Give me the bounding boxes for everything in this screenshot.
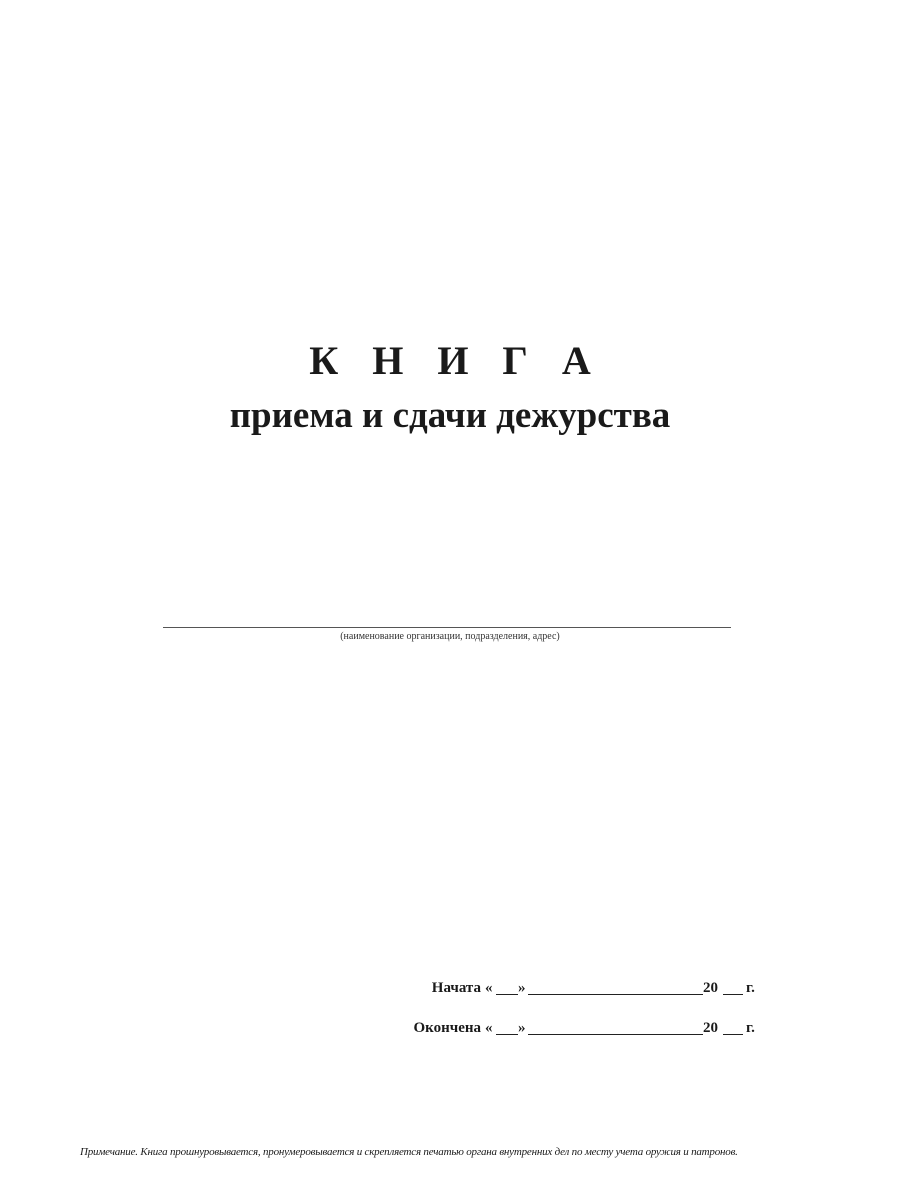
year-prefix: 20 xyxy=(703,1020,718,1036)
year-blank-line xyxy=(723,1034,743,1035)
footnote: Примечание. Книга прошнуровывается, пронумеровывается и скрепляется печатью органа внутренних дел по месту учета оружия и патронов. xyxy=(80,1146,738,1158)
day-blank-line xyxy=(496,994,518,995)
quote-open: « xyxy=(485,980,493,996)
year-blank-line xyxy=(723,994,743,995)
month-blank-line xyxy=(528,1034,703,1035)
end-date-row xyxy=(380,1015,760,1041)
year-suffix: г. xyxy=(746,1020,755,1036)
day-blank-line xyxy=(496,1034,518,1035)
book-title: К Н И Г А xyxy=(309,338,603,383)
year-prefix: 20 xyxy=(703,980,718,996)
month-blank-line xyxy=(528,994,703,995)
year-suffix: г. xyxy=(746,980,755,996)
organization-caption: (наименование организации, подразделения, адрес) xyxy=(340,631,560,642)
quote-close: » xyxy=(518,1020,526,1036)
start-date-row xyxy=(380,975,760,1001)
quote-open: « xyxy=(485,1020,493,1036)
quote-close: » xyxy=(518,980,526,996)
end-date-label: Окончена xyxy=(413,1020,481,1036)
organization-name-line xyxy=(163,627,731,628)
book-subtitle: приема и сдачи дежурства xyxy=(229,395,671,436)
start-date-label: Начата xyxy=(431,980,481,996)
